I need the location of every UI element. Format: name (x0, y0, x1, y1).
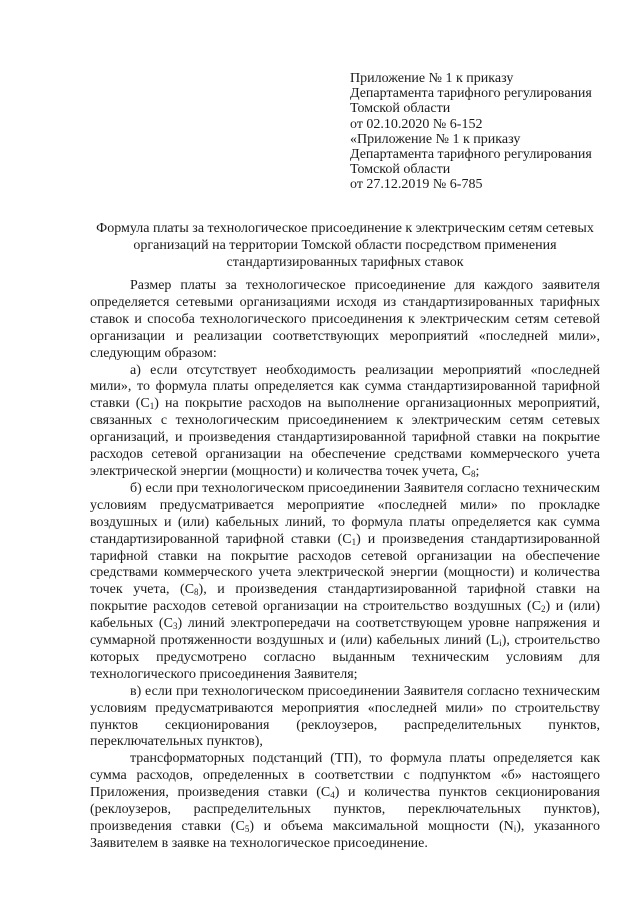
header-line: Томской области (350, 101, 451, 117)
paragraph-b: б) если при технологическом присоединении Заявителя согласно техническим условиям предусматривается мероприятие «последней мили» по прокладке воздушных и (или) кабельных линий, то формула платы определяется как сумма стандартизированной тарифной ставки $(С_1)$ и произведения стандартизированной тарифной ставки на покрытие расходов сетевой организации на обеспечение средствами коммерческого учета электрической энергии (мощности) и количества точек учета, $(С_8)$, и произведения стандартизированной тарифной ставки на покрытие расходов сетевой организации на строительство воздушных $(С_2)$ и (или) кабельных $(С_3)$ линий электропередачи на соответствующем уровне напряжения и суммарной протяженности воздушных и (или) кабельных линий $(L_i)$, строительство которых предусмотрено согласно выданным техническим условиям для технологического присоединения Заявителя; (90, 480, 601, 682)
paragraph-a: а) если отсутствует необходимость реализации мероприятий «последней мили», то формула платы определяется как сумма стандартизированной тарифной ставки $(С_1)$ на покрытие расходов на выполнение организационных мероприятий, связанных с технологическим присоединением к электрическим сетям сетевых организаций, и произведения стандартизированной тарифной ставки на покрытие расходов сетевой организации на обеспечение средствами коммерческого учета электрической энергии (мощности) и количества точек учета, $С_8$; (90, 362, 600, 479)
header-line: от 27.12.2019 № 6-785 (350, 177, 483, 193)
header-line: «Приложение № 1 к приказу (350, 131, 521, 147)
paragraph-c: в) если при технологическом присоединении Заявителя согласно техническим условиям предусматриваются мероприятия «последней мили» по строительству пунктов секционирования (реклоузеров, распределительных пунктов, переключательных пунктов), (90, 683, 600, 750)
header-line: Томской области (350, 162, 451, 178)
document-title: Формула платы за технологическое присоединение к электрическим сетям сетевых организаций на территории Томской области посредством применения стандартизированных тарифных ставок (96, 221, 594, 270)
header-line: Департамента тарифного регулирования (350, 86, 592, 102)
document-body (90, 278, 600, 853)
appendix-header (350, 71, 620, 193)
header-line: от 02.10.2020 № 6-152 (350, 116, 483, 132)
header-line: Приложение № 1 к приказу (350, 71, 514, 86)
paragraph-c-continued: трансформаторных подстанций (ТП), то формула платы определяется как сумма расходов, определенных в соответствии с подпунктом «б» настоящего Приложения, произведения ставки $(С_4)$ и количества пунктов секционирования (реклоузеров, распределительных пунктов, переключательных пунктов), произведения ставки $(С_5)$ и объема максимальной мощности $(N_i)$, указанного Заявителем в заявке на технологическое присоединение. (90, 751, 600, 851)
paragraph-intro: Размер платы за технологическое присоединение для каждого заявителя определяется сетевыми организациями исходя из стандартизированных тарифных ставок и способа технологического присоединения к электрическим сетям сетевой организации и реализации соответствующих мероприятий «последней мили», следующим образом: (90, 278, 600, 361)
header-line: Департамента тарифного регулирования (350, 147, 592, 163)
